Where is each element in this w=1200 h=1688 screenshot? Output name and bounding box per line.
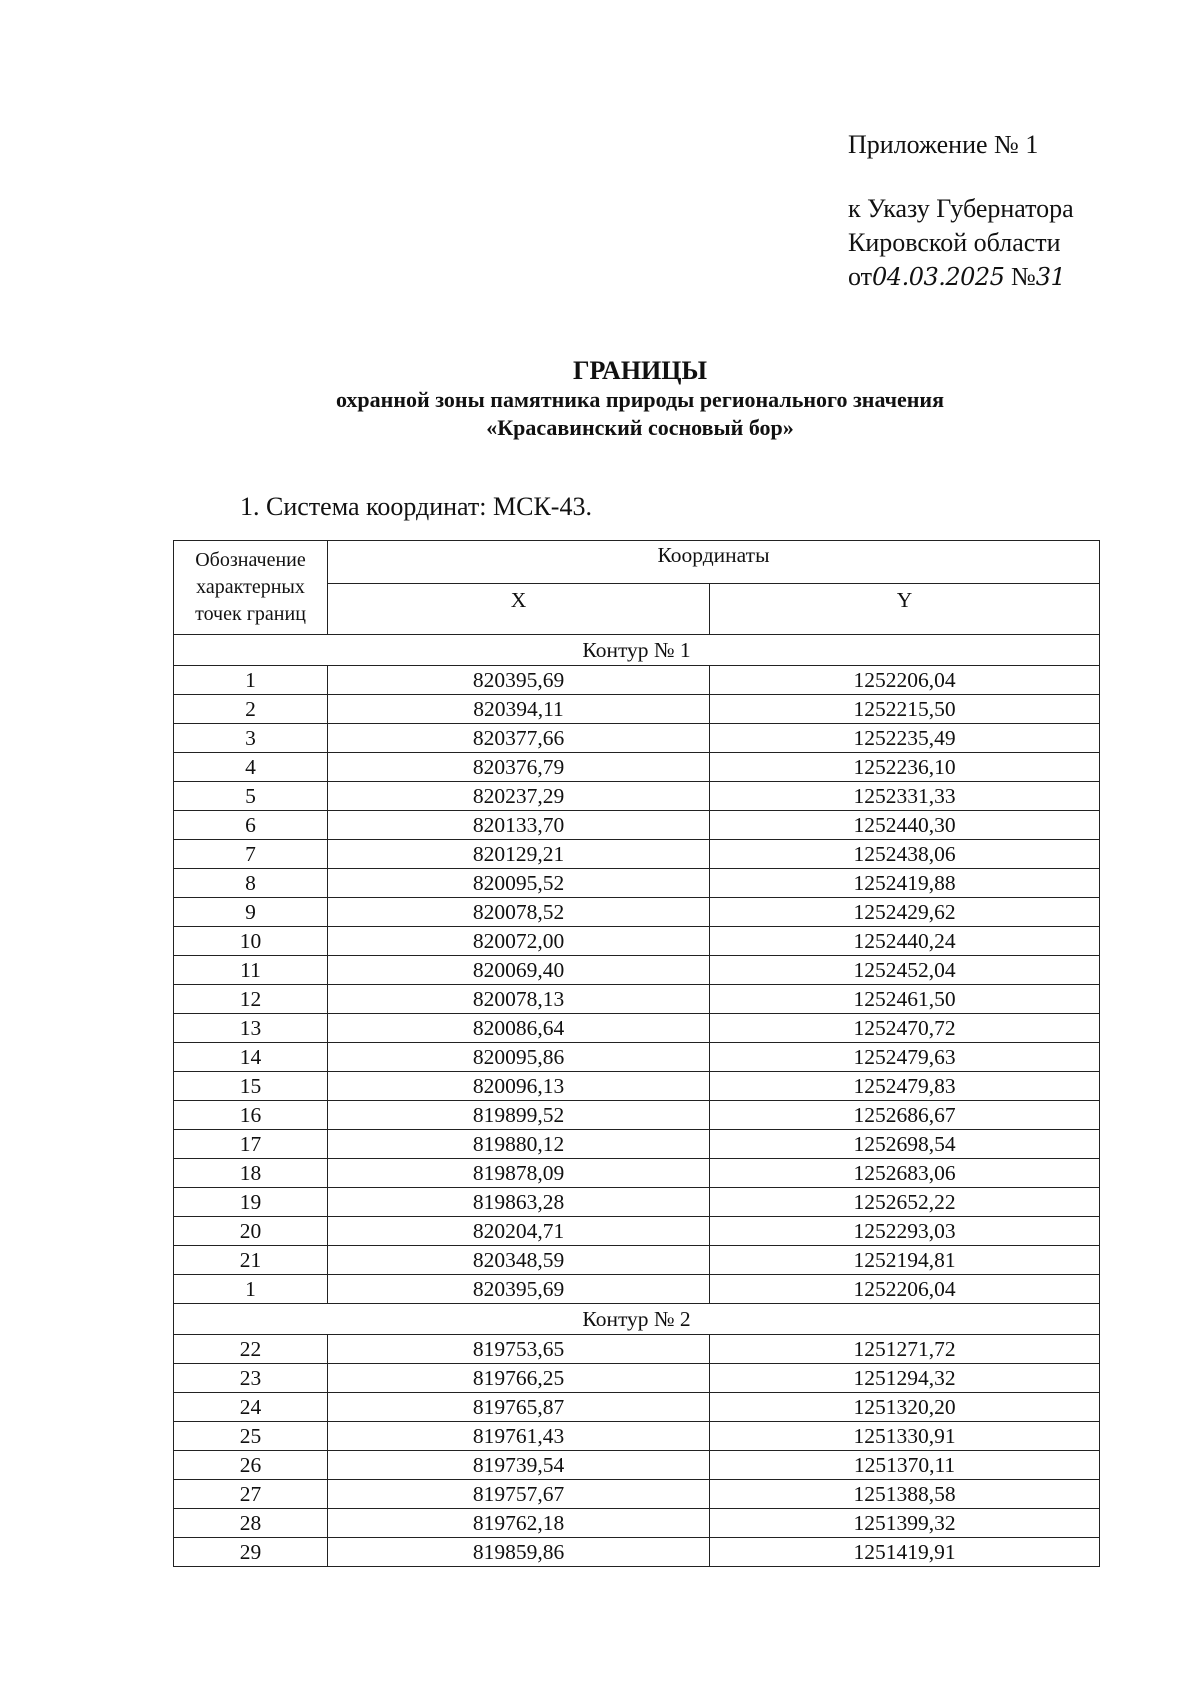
title-main: ГРАНИЦЫ xyxy=(572,356,708,385)
x-coordinate-cell: 819880,12 xyxy=(328,1130,710,1159)
appendix-region: Кировской области xyxy=(848,228,1061,257)
point-number-cell: 26 xyxy=(174,1451,328,1480)
document-title xyxy=(180,356,1100,442)
x-coordinate-cell: 820395,69 xyxy=(328,666,710,695)
y-coordinate-cell: 1251271,72 xyxy=(710,1335,1100,1364)
table-row xyxy=(174,1072,1100,1101)
appendix-decree: к Указу Губернатора xyxy=(848,194,1074,223)
table-row xyxy=(174,898,1100,927)
y-coordinate-cell: 1252440,24 xyxy=(710,927,1100,956)
x-coordinate-cell: 820078,52 xyxy=(328,898,710,927)
contour-row xyxy=(174,1304,1100,1335)
y-coordinate-cell: 1252293,03 xyxy=(710,1217,1100,1246)
table-header xyxy=(174,541,1100,635)
x-coordinate-cell: 820096,13 xyxy=(328,1072,710,1101)
handwritten-number: 31 xyxy=(1035,263,1066,291)
point-number-cell: 11 xyxy=(174,956,328,985)
y-coordinate-cell: 1252479,63 xyxy=(710,1043,1100,1072)
x-coordinate-cell: 820377,66 xyxy=(328,724,710,753)
header-x: X xyxy=(328,584,710,635)
point-number-cell: 4 xyxy=(174,753,328,782)
point-number-cell: 1 xyxy=(174,1275,328,1304)
table-row xyxy=(174,1246,1100,1275)
point-number-cell: 12 xyxy=(174,985,328,1014)
y-coordinate-cell: 1252440,30 xyxy=(710,811,1100,840)
x-coordinate-cell: 819859,86 xyxy=(328,1538,710,1567)
point-number-cell: 29 xyxy=(174,1538,328,1567)
table-row xyxy=(174,1275,1100,1304)
y-coordinate-cell: 1252452,04 xyxy=(710,956,1100,985)
appendix-date-line xyxy=(848,260,1074,294)
x-coordinate-cell: 819765,87 xyxy=(328,1393,710,1422)
x-coordinate-cell: 819761,43 xyxy=(328,1422,710,1451)
x-coordinate-cell: 819739,54 xyxy=(328,1451,710,1480)
y-coordinate-cell: 1252698,54 xyxy=(710,1130,1100,1159)
point-number-cell: 13 xyxy=(174,1014,328,1043)
y-coordinate-cell: 1251294,32 xyxy=(710,1364,1100,1393)
x-coordinate-cell: 820095,86 xyxy=(328,1043,710,1072)
table-row xyxy=(174,695,1100,724)
point-number-cell: 9 xyxy=(174,898,328,927)
x-coordinate-cell: 819757,67 xyxy=(328,1480,710,1509)
x-coordinate-cell: 819878,09 xyxy=(328,1159,710,1188)
y-coordinate-cell: 1252683,06 xyxy=(710,1159,1100,1188)
point-number-cell: 8 xyxy=(174,869,328,898)
table-row xyxy=(174,985,1100,1014)
table-row xyxy=(174,1130,1100,1159)
y-coordinate-cell: 1252429,62 xyxy=(710,898,1100,927)
table-row xyxy=(174,1188,1100,1217)
contour-label: Контур № 2 xyxy=(174,1304,1100,1335)
table-row xyxy=(174,869,1100,898)
table-row xyxy=(174,1509,1100,1538)
table-row xyxy=(174,811,1100,840)
point-number-cell: 28 xyxy=(174,1509,328,1538)
appendix-title: Приложение № 1 xyxy=(848,130,1039,159)
point-number-cell: 20 xyxy=(174,1217,328,1246)
y-coordinate-cell: 1252461,50 xyxy=(710,985,1100,1014)
y-coordinate-cell: 1251330,91 xyxy=(710,1422,1100,1451)
table-row xyxy=(174,753,1100,782)
table-row xyxy=(174,1014,1100,1043)
y-coordinate-cell: 1251370,11 xyxy=(710,1451,1100,1480)
y-coordinate-cell: 1252194,81 xyxy=(710,1246,1100,1275)
table-row xyxy=(174,840,1100,869)
y-coordinate-cell: 1252331,33 xyxy=(710,782,1100,811)
point-number-cell: 1 xyxy=(174,666,328,695)
x-coordinate-cell: 820072,00 xyxy=(328,927,710,956)
y-coordinate-cell: 1252215,50 xyxy=(710,695,1100,724)
x-coordinate-cell: 819899,52 xyxy=(328,1101,710,1130)
point-number-cell: 14 xyxy=(174,1043,328,1072)
point-number-cell: 6 xyxy=(174,811,328,840)
y-coordinate-cell: 1251320,20 xyxy=(710,1393,1100,1422)
table-row xyxy=(174,1335,1100,1364)
title-subtitle: охранной зоны памятника природы регионального значения xyxy=(335,387,945,412)
x-coordinate-cell: 820394,11 xyxy=(328,695,710,724)
table-row xyxy=(174,666,1100,695)
point-number-cell: 21 xyxy=(174,1246,328,1275)
table-row xyxy=(174,782,1100,811)
table-row xyxy=(174,1043,1100,1072)
x-coordinate-cell: 820129,21 xyxy=(328,840,710,869)
y-coordinate-cell: 1252206,04 xyxy=(710,666,1100,695)
y-coordinate-cell: 1252652,22 xyxy=(710,1188,1100,1217)
contour-label: Контур № 1 xyxy=(174,635,1100,666)
date-prefix: от xyxy=(848,262,873,291)
table-row xyxy=(174,1101,1100,1130)
header-points: Обозначение характерных точек границ xyxy=(174,541,328,635)
title-object-name: «Красавинский сосновый бор» xyxy=(486,415,794,440)
point-number-cell: 7 xyxy=(174,840,328,869)
table-row xyxy=(174,1393,1100,1422)
x-coordinate-cell: 819762,18 xyxy=(328,1509,710,1538)
table-row xyxy=(174,1364,1100,1393)
point-number-cell: 19 xyxy=(174,1188,328,1217)
x-coordinate-cell: 820086,64 xyxy=(328,1014,710,1043)
x-coordinate-cell: 820204,71 xyxy=(328,1217,710,1246)
handwritten-date: 04.03.2025 xyxy=(872,263,1005,291)
table-row xyxy=(174,1480,1100,1509)
y-coordinate-cell: 1251399,32 xyxy=(710,1509,1100,1538)
point-number-cell: 27 xyxy=(174,1480,328,1509)
y-coordinate-cell: 1251419,91 xyxy=(710,1538,1100,1567)
table-row xyxy=(174,1159,1100,1188)
point-number-cell: 17 xyxy=(174,1130,328,1159)
y-coordinate-cell: 1252470,72 xyxy=(710,1014,1100,1043)
table-row xyxy=(174,724,1100,753)
y-coordinate-cell: 1251388,58 xyxy=(710,1480,1100,1509)
point-number-cell: 24 xyxy=(174,1393,328,1422)
y-coordinate-cell: 1252206,04 xyxy=(710,1275,1100,1304)
point-number-cell: 15 xyxy=(174,1072,328,1101)
x-coordinate-cell: 819863,28 xyxy=(328,1188,710,1217)
x-coordinate-cell: 820348,59 xyxy=(328,1246,710,1275)
y-coordinate-cell: 1252236,10 xyxy=(710,753,1100,782)
point-number-cell: 22 xyxy=(174,1335,328,1364)
x-coordinate-cell: 820376,79 xyxy=(328,753,710,782)
point-number-cell: 23 xyxy=(174,1364,328,1393)
x-coordinate-cell: 819766,25 xyxy=(328,1364,710,1393)
y-coordinate-cell: 1252686,67 xyxy=(710,1101,1100,1130)
number-prefix: № xyxy=(1010,262,1036,291)
point-number-cell: 16 xyxy=(174,1101,328,1130)
x-coordinate-cell: 820133,70 xyxy=(328,811,710,840)
y-coordinate-cell: 1252438,06 xyxy=(710,840,1100,869)
point-number-cell: 10 xyxy=(174,927,328,956)
y-coordinate-cell: 1252235,49 xyxy=(710,724,1100,753)
x-coordinate-cell: 819753,65 xyxy=(328,1335,710,1364)
table-body xyxy=(174,635,1100,1567)
x-coordinate-cell: 820395,69 xyxy=(328,1275,710,1304)
header-y: Y xyxy=(710,584,1100,635)
table-row xyxy=(174,956,1100,985)
coordinate-system-label: 1. Система координат: МСК-43. xyxy=(240,492,592,521)
x-coordinate-cell: 820095,52 xyxy=(328,869,710,898)
table-row xyxy=(174,1451,1100,1480)
table-row xyxy=(174,1538,1100,1567)
y-coordinate-cell: 1252479,83 xyxy=(710,1072,1100,1101)
y-coordinate-cell: 1252419,88 xyxy=(710,869,1100,898)
table-row xyxy=(174,1422,1100,1451)
x-coordinate-cell: 820069,40 xyxy=(328,956,710,985)
table-row xyxy=(174,927,1100,956)
table-row xyxy=(174,1217,1100,1246)
contour-row xyxy=(174,635,1100,666)
point-number-cell: 18 xyxy=(174,1159,328,1188)
point-number-cell: 5 xyxy=(174,782,328,811)
header-coordinates: Координаты xyxy=(328,541,1100,584)
x-coordinate-cell: 820237,29 xyxy=(328,782,710,811)
point-number-cell: 3 xyxy=(174,724,328,753)
point-number-cell: 2 xyxy=(174,695,328,724)
point-number-cell: 25 xyxy=(174,1422,328,1451)
appendix-block xyxy=(848,128,1074,294)
coordinates-table xyxy=(173,540,1100,1567)
x-coordinate-cell: 820078,13 xyxy=(328,985,710,1014)
